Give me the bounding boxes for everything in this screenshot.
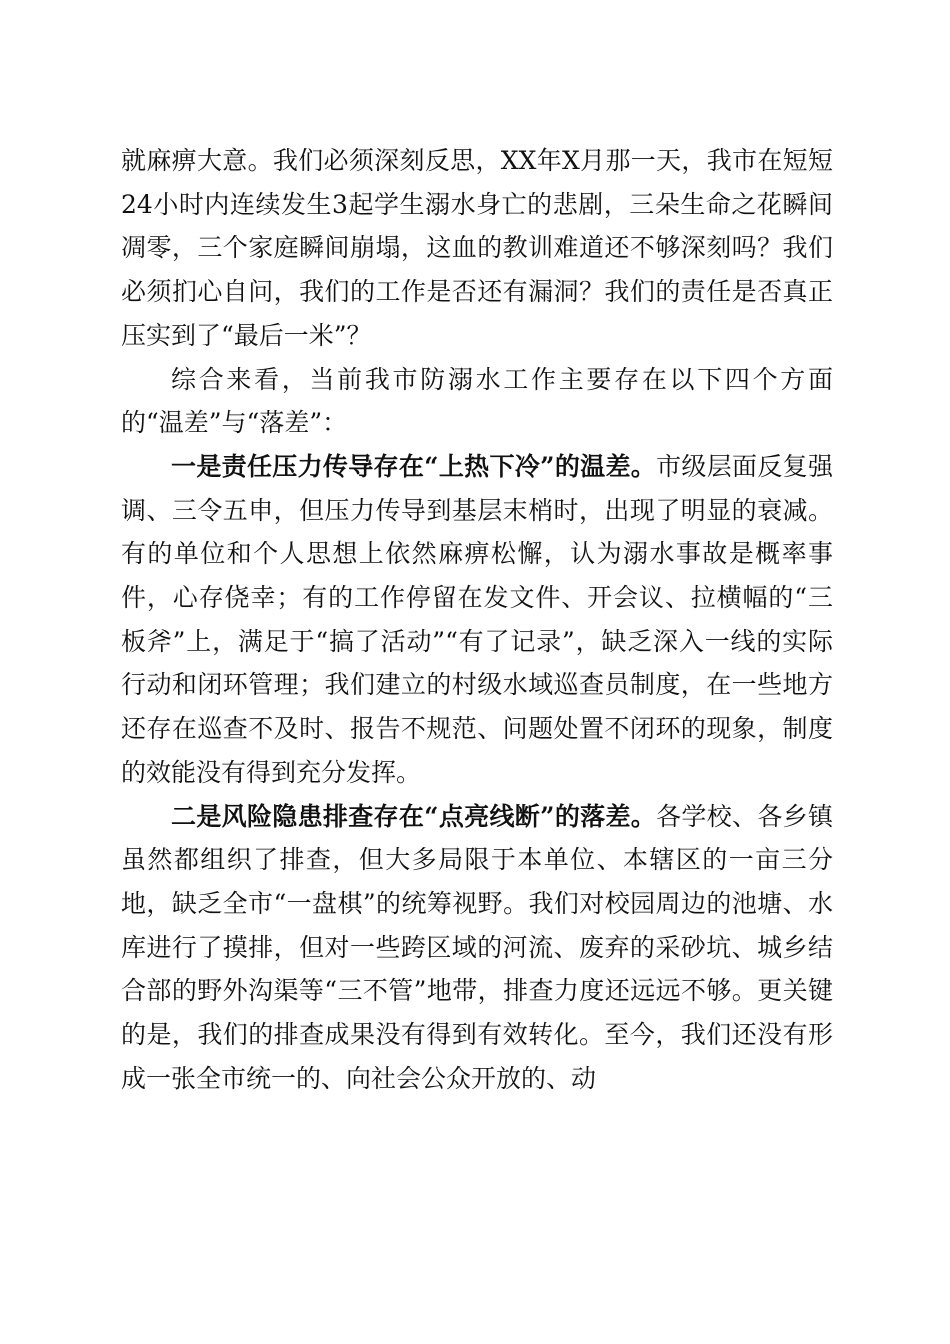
paragraph-text: 市级层面反复强调、三令五申，但压力传导到基层末梢时，出现了明显的衰减。有的单位和个人思想上依然麻痹松懈，认为溺水事故是概率事件，心存侥幸；有的工作停留在发文件、开会议、拉横幅的“三板斧”上，满足于“搞了活动”“有了记录”，缺乏深入一线的实际行动和闭环管理；我们建立的村级水域巡查员制度，在一些地方还存在巡查不及时、报告不规范、问题处置不闭环的现象，制度的效能没有得到充分发挥。 xyxy=(121,451,833,787)
paragraph-lead-heading: 二是风险隐患排查存在“点亮线断”的落差。 xyxy=(171,801,657,831)
paragraph-issue-one xyxy=(121,445,833,795)
paragraph-text: 就麻痹大意。我们必须深刻反思，XX年X月那一天，我市在短短24小时内连续发生3起学生溺水身亡的悲剧，三朵生命之花瞬间凋零，三个家庭瞬间崩塌，这血的教训难道还不够深刻吗？我们必须扪心自问，我们的工作是否还有漏洞？我们的责任是否真正压实到了“最后一米”？ xyxy=(121,146,833,350)
paragraph-text: 综合来看，当前我市防溺水工作主要存在以下四个方面的“温差”与“落差”： xyxy=(121,364,833,438)
paragraph-continuation xyxy=(121,139,833,358)
paragraph-lead-heading: 一是责任压力传导存在“上热下冷”的温差。 xyxy=(171,451,657,481)
paragraph-text: 各学校、各乡镇虽然都组织了排查，但大多局限于本单位、本辖区的一亩三分地，缺乏全市“一盘棋”的统筹视野。我们对校园周边的池塘、水库进行了摸排，但对一些跨区域的河流、废弃的采砂坑、城乡结合部的野外沟渠等“三不管”地带，排查力度还远远不够。更关键的是，我们的排查成果没有得到有效转化。至今，我们还没有形成一张全市统一的、向社会公众开放的、动 xyxy=(121,801,833,1093)
paragraph-summary xyxy=(121,358,833,445)
document-body xyxy=(121,139,833,1100)
paragraph-issue-two xyxy=(121,795,833,1101)
